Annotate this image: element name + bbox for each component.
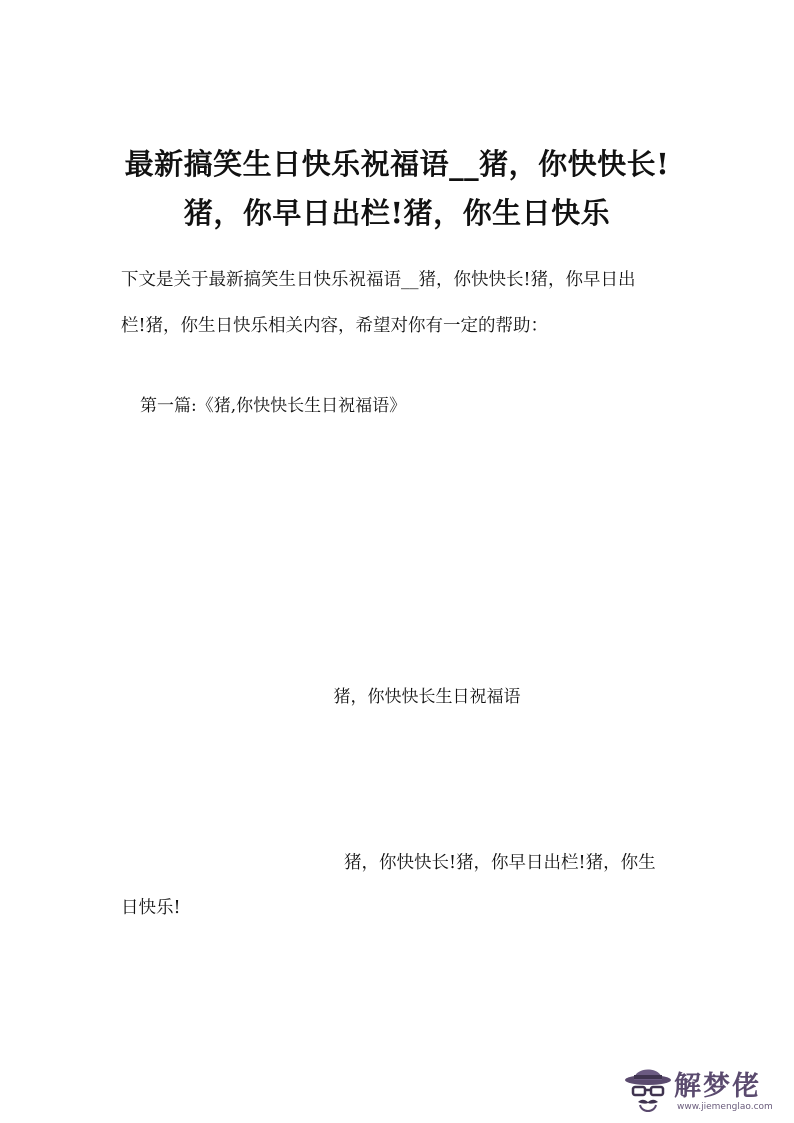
watermark-brand: 解梦佬 bbox=[674, 1071, 761, 1102]
document-title-line-1: 最新搞笑生日快乐祝福语__猪，你快快长! bbox=[124, 147, 670, 181]
site-watermark bbox=[622, 1058, 782, 1118]
document-title-line-2: 猪，你早日出栏!猪，你生日快乐 bbox=[183, 196, 611, 230]
detective-face-icon bbox=[624, 1060, 672, 1116]
watermark-url: www.jiemenglao.com bbox=[677, 1102, 773, 1112]
intro-text-line-2: 栏!猪，你生日快乐相关内容，希望对你有一定的帮助： bbox=[121, 316, 549, 336]
paragraph-line-1: 猪，你快快长!猪，你早日出栏!猪，你生 bbox=[344, 853, 656, 873]
intro-text-line-1: 下文是关于最新搞笑生日快乐祝福语__猪，你快快长!猪，你早日出 bbox=[121, 270, 636, 290]
section-title: 猪，你快快长生日祝福语 bbox=[333, 687, 521, 707]
chapter-heading: 第一篇:《猪,你快快长生日祝福语》 bbox=[140, 396, 407, 416]
paragraph-line-2: 日快乐! bbox=[121, 898, 181, 918]
